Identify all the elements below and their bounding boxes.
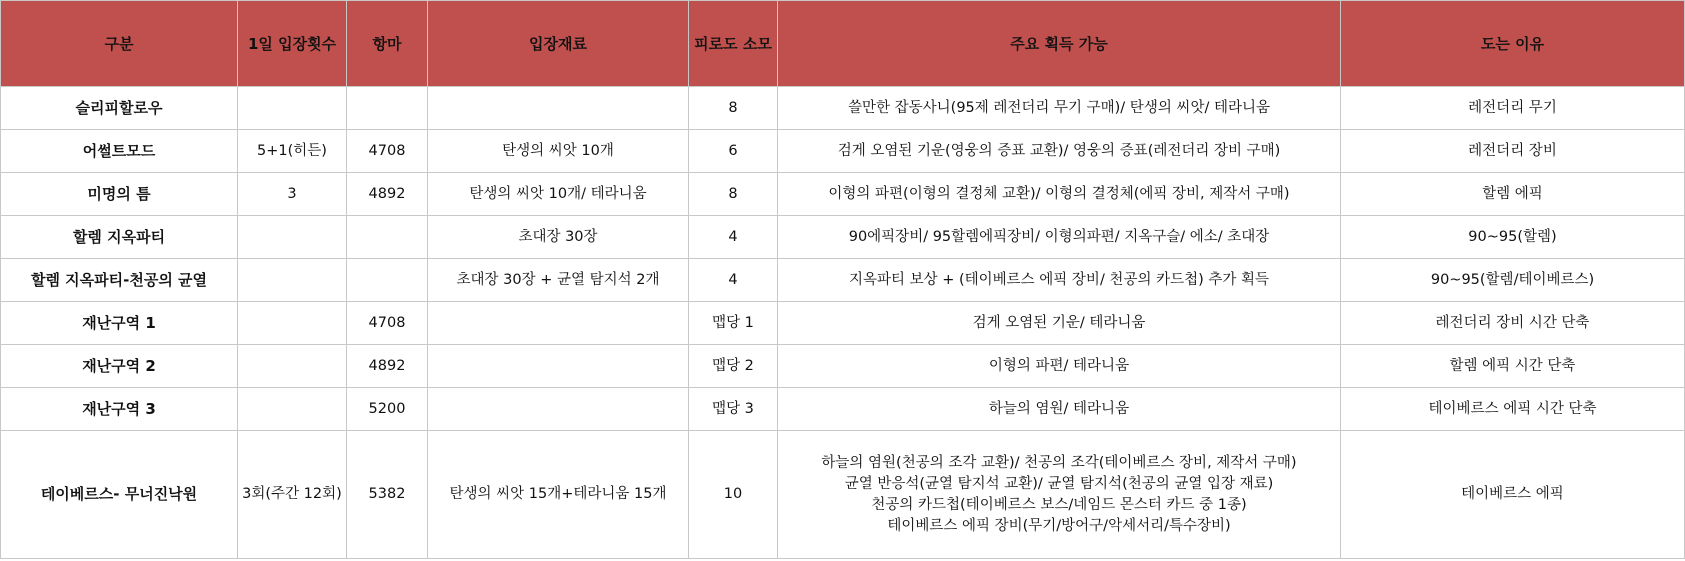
dungeon-name: 재난구역 2: [1, 345, 238, 388]
reason-cell: 레전더리 장비 시간 단축: [1341, 302, 1685, 345]
table-row: [1, 216, 1685, 259]
arcane-cell: 5200: [347, 388, 428, 431]
table-row: [1, 87, 1685, 130]
main-rewards-cell: 하늘의 염원/ 테라니움: [778, 388, 1341, 431]
main-rewards-cell: 90에픽장비/ 95할렘에픽장비/ 이형의파편/ 지옥구슬/ 에소/ 초대장: [778, 216, 1341, 259]
table-row: [1, 173, 1685, 216]
fatigue-cell: 8: [689, 173, 778, 216]
daily-entries-cell: [238, 302, 347, 345]
header-daily-entries: 1일 입장횟수: [238, 1, 347, 87]
fatigue-cell: 4: [689, 216, 778, 259]
main-rewards-cell: 이형의 파편(이형의 결정체 교환)/ 이형의 결정체(에픽 장비, 제작서 구매): [778, 173, 1341, 216]
entry-materials-cell: [428, 302, 689, 345]
arcane-cell: [347, 87, 428, 130]
dungeon-name: 어썰트모드: [1, 130, 238, 173]
reward-line: 테이베르스 에픽 장비(무기/방어구/악세서리/특수장비): [887, 517, 1231, 534]
arcane-cell: 4892: [347, 173, 428, 216]
reason-cell: 테이베르스 에픽: [1341, 431, 1685, 559]
daily-entries-cell: [238, 259, 347, 302]
reason-cell: 90~95(할렘/테이베르스): [1341, 259, 1685, 302]
dungeon-name: 할렘 지옥파티: [1, 216, 238, 259]
entry-materials-cell: 초대장 30장: [428, 216, 689, 259]
dungeon-name: 할렘 지옥파티-천공의 균열: [1, 259, 238, 302]
arcane-cell: 5382: [347, 431, 428, 559]
daily-entries-cell: [238, 345, 347, 388]
fatigue-cell: 맵당 2: [689, 345, 778, 388]
reason-cell: 할렘 에픽: [1341, 173, 1685, 216]
reason-cell: 레전더리 무기: [1341, 87, 1685, 130]
arcane-cell: 4708: [347, 130, 428, 173]
arcane-cell: 4892: [347, 345, 428, 388]
arcane-cell: [347, 216, 428, 259]
entry-materials-cell: [428, 388, 689, 431]
reason-cell: 할렘 에픽 시간 단축: [1341, 345, 1685, 388]
fatigue-cell: 8: [689, 87, 778, 130]
reason-cell: 테이베르스 에픽 시간 단축: [1341, 388, 1685, 431]
dungeon-name: 재난구역 3: [1, 388, 238, 431]
dungeon-name: 슬리피할로우: [1, 87, 238, 130]
main-rewards-cell: 검게 오염된 기운/ 테라니움: [778, 302, 1341, 345]
entry-materials-cell: [428, 345, 689, 388]
reason-cell: 레전더리 장비: [1341, 130, 1685, 173]
reward-line: 천공의 카드첩(테이베르스 보스/네임드 몬스터 카드 중 1종): [871, 496, 1247, 513]
arcane-cell: [347, 259, 428, 302]
entry-materials-cell: 탄생의 씨앗 15개+테라니움 15개: [428, 431, 689, 559]
reward-line: 하늘의 염원(천공의 조각 교환)/ 천공의 조각(테이베르스 장비, 제작서 구매): [821, 454, 1297, 471]
dungeon-name: 테이베르스- 무너진낙원: [1, 431, 238, 559]
arcane-cell: 4708: [347, 302, 428, 345]
header-entry-materials: 입장재료: [428, 1, 689, 87]
entry-materials-cell: 탄생의 씨앗 10개/ 테라니움: [428, 173, 689, 216]
main-rewards-cell: 지옥파티 보상 + (테이베르스 에픽 장비/ 천공의 카드첩) 추가 획득: [778, 259, 1341, 302]
table-row: [1, 388, 1685, 431]
main-rewards-cell: [778, 431, 1341, 559]
dungeon-name: 재난구역 1: [1, 302, 238, 345]
daily-entries-cell: 3: [238, 173, 347, 216]
daily-entries-cell: 3회(주간 12회): [238, 431, 347, 559]
table-row: [1, 431, 1685, 559]
table-row: [1, 259, 1685, 302]
header-category: 구분: [1, 1, 238, 87]
main-rewards-cell: 쓸만한 잡동사니(95제 레전더리 무기 구매)/ 탄생의 씨앗/ 테라니움: [778, 87, 1341, 130]
daily-entries-cell: 5+1(히든): [238, 130, 347, 173]
main-rewards-cell: 이형의 파편/ 테라니움: [778, 345, 1341, 388]
fatigue-cell: 맵당 1: [689, 302, 778, 345]
entry-materials-cell: [428, 87, 689, 130]
daily-entries-cell: [238, 216, 347, 259]
reason-cell: 90~95(할렘): [1341, 216, 1685, 259]
fatigue-cell: 4: [689, 259, 778, 302]
fatigue-cell: 6: [689, 130, 778, 173]
daily-entries-cell: [238, 87, 347, 130]
entry-materials-cell: 초대장 30장 + 균열 탐지석 2개: [428, 259, 689, 302]
header-fatigue: 피로도 소모: [689, 1, 778, 87]
daily-entries-cell: [238, 388, 347, 431]
table-row: [1, 130, 1685, 173]
fatigue-cell: 10: [689, 431, 778, 559]
header-row: [1, 1, 1685, 87]
header-main-rewards: 주요 획득 가능: [778, 1, 1341, 87]
header-arcane: 항마: [347, 1, 428, 87]
entry-materials-cell: 탄생의 씨앗 10개: [428, 130, 689, 173]
reward-line: 균열 반응석(균열 탐지석 교환)/ 균열 탐지석(천공의 균열 입장 재료): [844, 475, 1274, 492]
table-row: [1, 302, 1685, 345]
main-rewards-cell: 검게 오염된 기운(영웅의 증표 교환)/ 영웅의 증표(레전더리 장비 구매): [778, 130, 1341, 173]
fatigue-cell: 맵당 3: [689, 388, 778, 431]
header-reason: 도는 이유: [1341, 1, 1685, 87]
dungeon-name: 미명의 틈: [1, 173, 238, 216]
table-row: [1, 345, 1685, 388]
